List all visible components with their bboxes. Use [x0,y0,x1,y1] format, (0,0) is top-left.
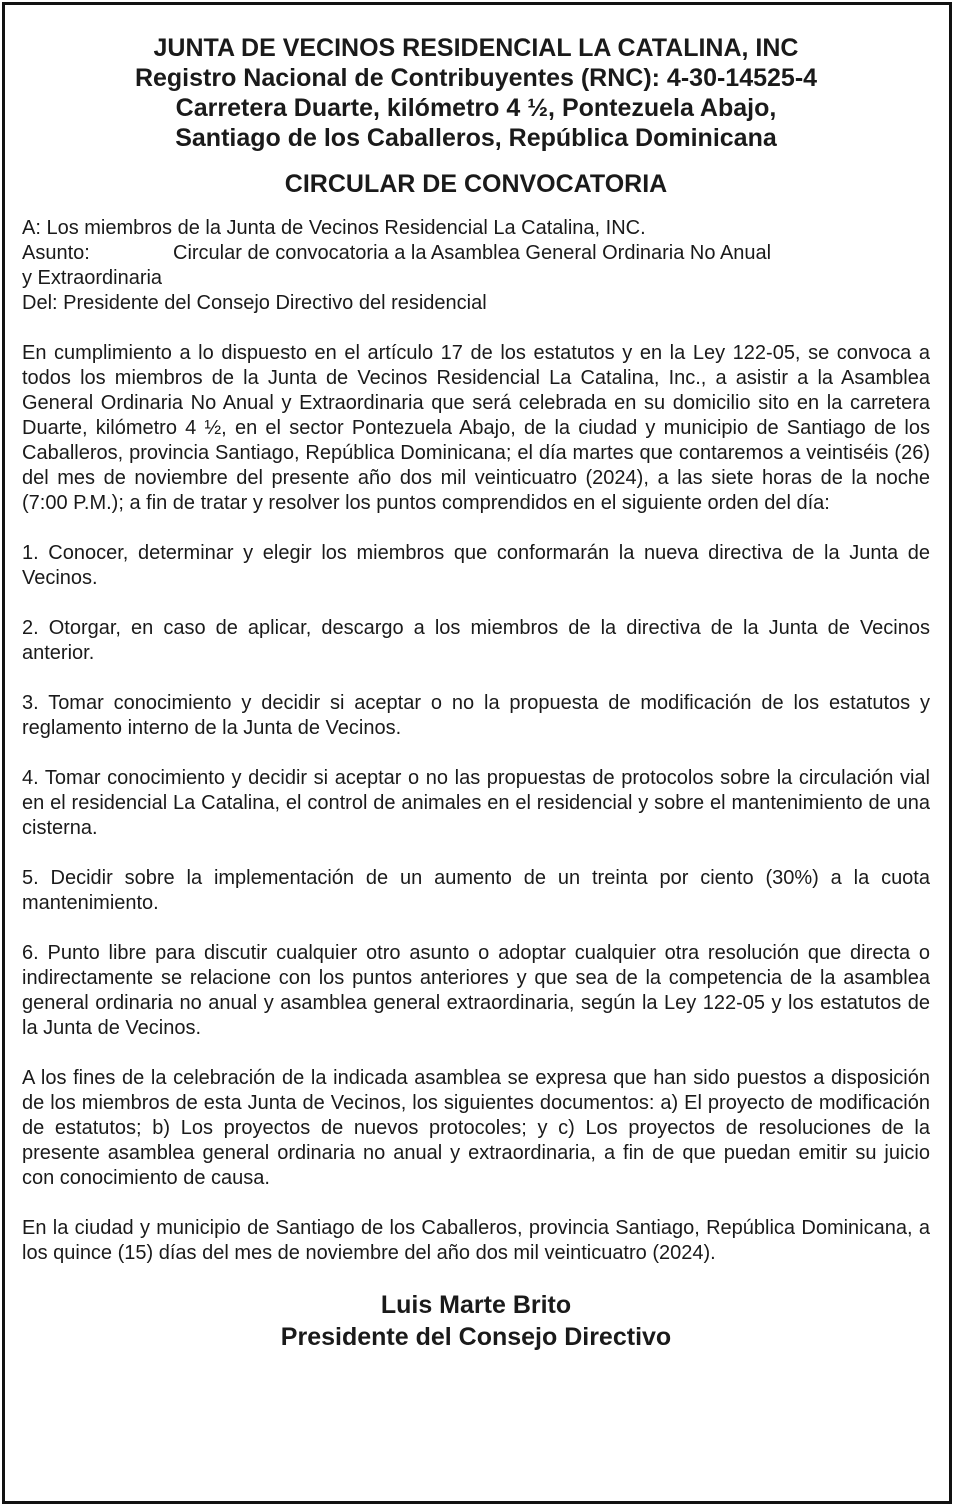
memo-header [22,216,930,316]
subject-line [22,241,930,266]
address-line-2: Santiago de los Caballeros, República Dominicana [175,124,777,152]
subject-continuation: y Extraordinaria [22,267,163,289]
closing-paragraph: En la ciudad y municipio de Santiago de los Caballeros, provincia Santiago, República Dominicana, a los quince (15) días del mes de noviembre del año dos mil veinticuatro (2024). [22,1217,930,1264]
letterhead [22,33,930,153]
signature-block [22,1289,930,1353]
recipient-line: A: Los miembros de la Junta de Vecinos Residencial La Catalina, INC. [22,217,646,239]
signatory-name: Luis Marte Brito [380,1291,572,1319]
address-line-1: Carretera Duarte, kilómetro 4 ½, Pontezuela Abajo, [175,94,777,122]
rnc-line: Registro Nacional de Contribuyentes (RNC): 4-30-14525-4 [134,64,818,92]
agenda-item-5: 5. Decidir sobre la implementación de un aumento de un treinta por ciento (30%) a la cuota mantenimiento. [22,867,930,914]
agenda-item-2: 2. Otorgar, en caso de aplicar, descargo a los miembros de la directiva de la Junta de Vecinos anterior. [22,617,930,664]
signatory-role: Presidente del Consejo Directivo [280,1323,672,1351]
subject-text: Circular de convocatoria a la Asamblea General Ordinaria No Anual [173,242,772,264]
agenda-item-3: 3. Tomar conocimiento y decidir si aceptar o no la propuesta de modificación de los estatutos y reglamento interno de la Junta de Vecinos. [22,692,930,739]
agenda-item-6: 6. Punto libre para discutir cualquier otro asunto o adoptar cualquier otra resolución que directa o indirectamente se relacione con los puntos anteriores y que sea de la competencia de la asamblea general ordinaria no anual y asamblea general extraordinaria, según la Ley 122-05 y los estatutos de la Junta de Vecinos. [22,942,930,1039]
agenda-item-1: 1. Conocer, determinar y elegir los miembros que conformarán la nueva directiva de la Junta de Vecinos. [22,542,930,589]
org-name: JUNTA DE VECINOS RESIDENCIAL LA CATALINA, INC [153,34,799,62]
agenda-item-4: 4. Tomar conocimiento y decidir si aceptar o no las propuestas de protocolos sobre la circulación vial en el residencial La Catalina, el control de animales en el residencial y sobre el mantenimiento de una cisterna. [22,767,930,839]
intro-paragraph: En cumplimiento a lo dispuesto en el artículo 17 de los estatutos y en la Ley 122-05, se convoca a todos los miembros de la Junta de Vecinos Residencial La Catalina, Inc., a asistir a la Asamblea General Ordinaria No Anual y Extraordinaria que será celebrada en su domicilio sito en la carretera Duarte, kilómetro 4 ½, en el sector Pontezuela Abajo, de la ciudad y municipio de Santiago de los Caballeros, provincia Santiago, República Dominicana; el día martes que contaremos a veintiséis (26) del mes de noviembre del presente año dos mil veinticuatro (2024), a las siete horas de la noche (7:00 P.M.); a fin de tratar y resolver los puntos comprendidos en el siguiente orden del día: [22,342,930,514]
document-title: CIRCULAR DE CONVOCATORIA [284,170,668,198]
notice-content [22,33,930,1353]
subject-label: Asunto: [22,242,90,264]
sender-line: Del: Presidente del Consejo Directivo del residencial [22,292,487,314]
notice-frame [2,2,952,1504]
documents-paragraph: A los fines de la celebración de la indicada asamblea se expresa que han sido puestos a disposición de los miembros de esta Junta de Vecinos, los siguientes documentos: a) El proyecto de modificación de estatutos; b) Los proyectos de nuevos protocoles; y c) Los proyectos de resoluciones de la presente asamblea general ordinaria no anual y extraordinaria, a fin de que puedan emitir su juicio con conocimiento de causa. [22,1067,930,1189]
